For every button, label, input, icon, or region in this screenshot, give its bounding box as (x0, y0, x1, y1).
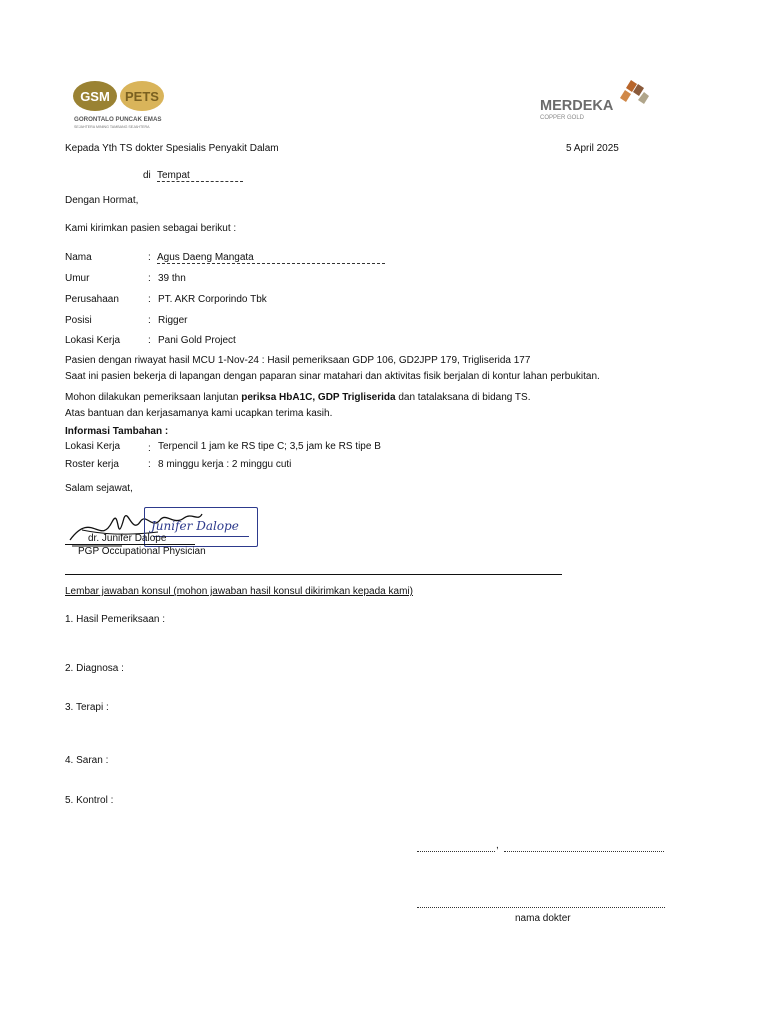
request-tests: periksa HbA1C, GDP Trigliserida (241, 392, 396, 403)
doctor-signature-blank (417, 896, 665, 908)
field-value-umur: 39 thn (158, 273, 186, 284)
blank-comma: , (496, 840, 499, 851)
thanks-line: Atas bantuan dan kerjasamanya kami ucapkan terima kasih. (65, 408, 333, 419)
field-label-nama: Nama (65, 252, 92, 263)
extra-label-roster: Roster kerja (65, 459, 119, 470)
di-label: di (143, 170, 151, 181)
gsm-pets-logo-graphic (72, 80, 170, 132)
request-prefix: Mohon dilakukan pemeriksaan lanjutan (65, 392, 242, 403)
letter-date: 5 April 2025 (566, 143, 619, 154)
section-divider (65, 574, 562, 575)
reply-item-diagnosa: 2. Diagnosa : (65, 663, 124, 674)
field-label-perusahaan: Perusahaan (65, 294, 119, 305)
logo-line2: SEJAHTERA MINING TAMBANG SEJAHTERA (74, 125, 150, 129)
stamp-script: Junifer Dalope (151, 519, 239, 533)
field-colon: : (148, 315, 151, 326)
logo-line1: GORONTALO PUNCAK EMAS (74, 116, 162, 123)
doctor-title: PGP Occupational Physician (78, 546, 206, 557)
reply-title: Lembar jawaban konsul (mohon jawaban hasil konsul dikirimkan kepada kami) (65, 586, 413, 597)
tempat-text: Tempat (157, 170, 190, 181)
merdeka-text: MERDEKA (540, 98, 614, 114)
reply-item-hasil: 1. Hasil Pemeriksaan : (65, 614, 166, 625)
request-line (65, 392, 530, 403)
intro-line: Kami kirimkan pasien sebagai berikut : (65, 223, 237, 234)
reply-item-saran: 4. Saran : (65, 755, 109, 766)
merdeka-logo-graphic (538, 78, 654, 122)
field-label-lokasi: Lokasi Kerja (65, 335, 121, 346)
field-value-perusahaan: PT. AKR Corporindo Tbk (158, 294, 267, 305)
extra-value-roster: 8 minggu kerja : 2 minggu cuti (158, 459, 292, 470)
stamp-rule (153, 536, 249, 537)
field-colon: : (148, 252, 151, 263)
merdeka-logo (538, 78, 654, 122)
extra-label-lokasi: Lokasi Kerja (65, 441, 121, 452)
extra-value-lokasi: Terpencil 1 jam ke RS tipe C; 3,5 jam ke RS tipe B (158, 441, 381, 452)
closing-line: Salam sejawat, (65, 483, 133, 494)
nama-dokter-label: nama dokter (515, 913, 571, 924)
merdeka-tagline: COPPER GOLD (540, 115, 585, 121)
doctor-name: dr. Junifer Dalope (88, 533, 167, 544)
field-label-umur: Umur (65, 273, 90, 284)
reply-item-terapi: 3. Terapi : (65, 702, 109, 713)
tempat-field (157, 170, 243, 182)
history-line-1: Pasien dengan riwayat hasil MCU 1-Nov-24 : Hasil pemeriksaan GDP 106, GD2JPP 179, Trigliserida 177 (65, 355, 531, 366)
field-colon: : (148, 459, 151, 470)
request-suffix: dan tatalaksana di bidang TS. (395, 392, 531, 403)
place-blank (417, 840, 495, 852)
field-colon: : (148, 273, 151, 284)
history-line-2: Saat ini pasien bekerja di lapangan dengan paparan sinar matahari dan aktivitas fisik berjalan di kontur lahan perbukitan. (65, 371, 600, 382)
field-colon: : (148, 335, 151, 346)
field-value-lokasi: Pani Gold Project (158, 335, 236, 346)
gsm-text: GSM (80, 89, 110, 104)
field-label-posisi: Posisi (65, 315, 92, 326)
gsm-pets-logo (72, 80, 170, 132)
patient-name: Agus Daeng Mangata (157, 252, 254, 263)
field-colon: : (148, 443, 151, 454)
reply-item-kontrol: 5. Kontrol : (65, 795, 114, 806)
date-blank (504, 840, 664, 852)
signature-line (65, 544, 195, 545)
field-value-posisi: Rigger (158, 315, 188, 326)
extra-info-title: Informasi Tambahan : (65, 426, 169, 437)
pets-text: PETS (125, 89, 159, 104)
recipient-line: Kepada Yth TS dokter Spesialis Penyakit Dalam (65, 143, 279, 154)
field-value-nama (157, 252, 385, 264)
greeting: Dengan Hormat, (65, 195, 139, 206)
field-colon: : (148, 294, 151, 305)
